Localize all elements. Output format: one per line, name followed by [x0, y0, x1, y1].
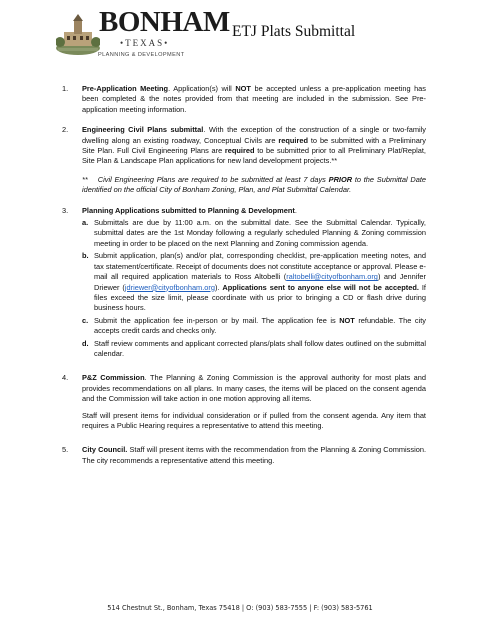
sub-item-b: b. Submit application, plan(s) and/or plat, corresponding checklist, pre-application meeting notes, and tax statement/certificate. Receipt of documents does not constitute acceptance or approval. Please e-mail all required application materials to Ross Altobelli (raltobelli@cityofbonham.org) and Jennifer Driewer (jdriewer@cityofbonham.org). Applications sent to anyone else will not be accepted. If files exceed the size limit, please coordinate with us prior to bringing a CD or flash drive during business hours.: [82, 251, 426, 313]
page-title: ETJ Plats Submittal: [232, 23, 356, 40]
list-item-city-council: 5. City Council. Staff will present items with the recommendation from the Planning & Zoning Commission. The city recommends a representative attend this meeting.: [62, 445, 426, 465]
list-item-pz-commission: 4. P&Z Commission. The Planning & Zoning Commission is the approval authority for most plats and provides recommendations on all plans. In many cases, the items will be placed on the consent agenda and the Commission will take action in one motion approving all items. Staff will present items for individual consideration or if pulled from the consent agenda. Any item that requires a Public Hearing requires a representative to attend this meeting.: [62, 373, 427, 430]
email-link-raltobelli[interactable]: raltobelli@cityofbonham.org: [286, 272, 378, 282]
logo-wordmark: BONHAM: [99, 6, 230, 38]
page-header: [0, 0, 480, 72]
document-body: [62, 84, 426, 466]
list-item-pre-application: 1. Pre-Application Meeting. Application(s) will NOT be accepted unless a pre-application meeting has been completed & the notes provided from that meeting are included in the submission. See Pre-application meeting information.: [62, 84, 426, 114]
page-footer: 514 Chestnut St., Bonham, Texas 75418 | O: (903) 583-7555 | F: (903) 583-5761: [107, 604, 373, 612]
email-link-jdriewer[interactable]: jdriewer@cityofbonham.org: [124, 282, 215, 292]
sub-item-c: c. Submit the application fee in-person or by mail. The application fee is NOT refundable. The city accepts credit cards and checks only.: [82, 315, 426, 336]
sub-item-a: a. Submittals are due by 11:00 a.m. on the submittal date. See the Submittal Calendar. Typically, submittal dates are the 1st Monday following a regularly scheduled Planning & Zoning commission meeting in order to be placed on the next Planning and Zoning commission agenda.: [82, 218, 426, 248]
sub-item-d: d. Staff review comments and applicant corrected plans/plats shall follow dates outlined on the submittal calendar.: [82, 338, 426, 358]
logo-state: •TEXAS•: [120, 38, 170, 48]
list-item-engineering-civil: 2. Engineering Civil Plans submittal. With the exception of the construction of a single or two-family dwelling along an existing roadway, Conceptual Civils are required to be submitted with a Preliminary Site Plan. Full Civil Engineering Plans are required to be submitted prior to all Preliminary Plat/Replat, Site Plan & Landscape Plan applications for new land development projects.** ** Civil Engineering Plans are required to be submitted at least 7 days PRIOR to the Submittal Date identified on the official City of Bonham Zoning, Plan, and Plat Submittal Calendar.: [62, 125, 426, 195]
logo-department: PLANNING & DEVELOPMENT: [98, 52, 185, 58]
civil-plans-note: ** Civil Engineering Plans are required to be submitted at least 7 days PRIOR to the Submittal Date identified on the official City of Bonham Zoning, Plan, and Plat Submittal Calendar.: [82, 174, 426, 195]
bonham-courthouse-logo-icon: [56, 12, 100, 56]
list-item-planning-applications: 3. Planning Applications submitted to Planning & Development. a. Submittals are due by 11:00 a.m. on the submittal date. See the Submittal Calendar. Typically, submittal dates are the 1st Monday following a regularly scheduled Planning & Zoning commission meeting in order to be placed on the next Planning and Zoning commission agenda. b. Submit application, plan(s) and/or plat, corresponding checklist, pre-application meeting notes, and tax statement/certificate. Receipt of documents does not constitute acceptance or approval. Please e-mail all required application materials to Ross Altobelli (raltobelli@cityofbonham.org) and Jennifer Driewer (jdriewer@cityofbonham.org). Applications sent to anyone else will not be accepted. If files exceed the size limit, please coordinate with us prior to bringing a CD or flash drive during business hours. c. Submit the application fee in-person or by mail. The application fee is NOT refundable. The city accepts credit cards and checks only. d. Staff review comments and applicant corrected plans/plats shall follow dates outlined on the submittal calendar.: [62, 205, 426, 358]
